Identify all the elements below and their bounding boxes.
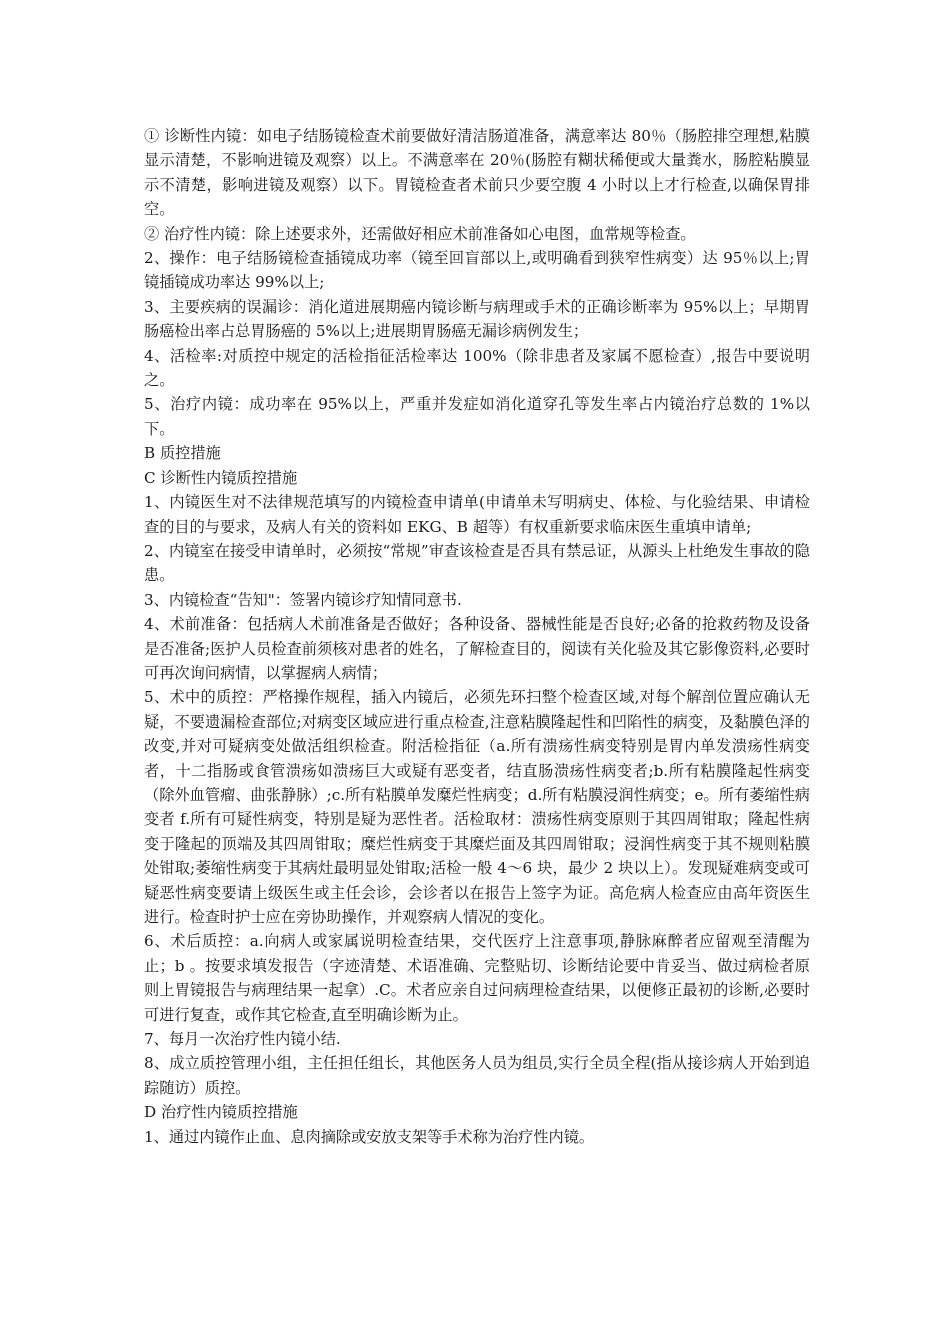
heading-therapeutic-measures: D 治疗性内镜质控措施 bbox=[144, 1103, 298, 1122]
paragraph-contraindication-review: 2、内镜室在接受申请单时，必须按“常规”审查该检查是否具有禁忌证，从源头上杜绝发生事故的隐患。 bbox=[144, 541, 810, 585]
paragraph-treatment-endoscopy: 5、治疗内镜：成功率在 95%以上，严重并发症如消化道穿孔等发生率占内镜治疗总数的 1%以下。 bbox=[144, 395, 810, 438]
paragraph-postoperative-qc: 6、术后质控：a.向病人或家属说明检查结果，交代医疗上注意事项,静脉麻醉者应留观至清醒为止；b 。按要求填发报告（字迹清楚、术语准确、完整贴切、诊断结论要中肯妥当、做过病检者原则上胃镜报告与病理结果一起拿）.C。术者应亲自过问病理检查结果，以便修正最初的诊断,必要时可进行复查，或作其它检查,直至明确诊断为止。 bbox=[144, 932, 810, 1024]
paragraph-qc-team: 8、成立质控管理小组，主任担任组长，其他医务人员为组员,实行全员全程(指从接诊病人开始到追踪随访）质控。 bbox=[144, 1054, 810, 1097]
paragraph-intraoperative-qc: 5、术中的质控：严格操作规程，插入内镜后，必须先环扫整个检查区域,对每个解剖位置应确认无疑，不要遗漏检查部位;对病变区域应进行重点检查,注意粘膜隆起性和凹陷性的病变，及黏膜色泽的改变,并对可疑病变处做活组织检查。附活检指征（a.所有溃疡性病变特别是胃内单发溃疡性病变者，十二指肠或食管溃疡如溃疡巨大或疑有恶变者，结直肠溃疡性病变者;b.所有粘膜隆起性病变（除外血管瘤、曲张静脉）;c.所有粘膜单发糜烂性病变；d.所有粘膜浸润性病变；e。所有萎缩性病变者 f.所有可疑性病变，特别是疑为恶性者。活检取材：溃疡性病变原则于其四周钳取；隆起性病变于隆起的顶端及其四周钳取；糜烂性病变于其糜烂面及其四周钳取；浸润性病变于其不规则粘膜处钳取;萎缩性病变于其病灶最明显处钳取;活检一般 4～6 块，最少 2 块以上）。发现疑难病变或可疑恶性病变要请上级医生或主任会诊，会诊者以在报告上签字为证。高危病人检查应由高年资医生进行。检查时护士应在旁协助操作，并观察病人情况的变化。 bbox=[144, 688, 810, 926]
paragraph-preoperative-prep: 4、术前准备：包括病人术前准备是否做好；各种设备、器械性能是否良好;必备的抢救药物及设备是否准备;医护人员检查前须核对患者的姓名，了解检查目的，阅读有关化验及其它影像资料,必要时可再次询问病情，以掌握病人病情； bbox=[144, 615, 810, 682]
paragraph-informed-consent: 3、内镜检查“告知"：签署内镜诊疗知情同意书. bbox=[144, 590, 462, 609]
paragraph-diagnostic-endoscopy: ① 诊断性内镜：如电子结肠镜检查术前要做好清洁肠道准备，满意率达 80％（肠腔排空理想,粘膜显示清楚，不影响进镜及观察）以上。不满意率在 20％(肠腔有糊状稀便或大量粪水，肠腔粘膜显示不清楚，影响进镜及观察）以下。胃镜检查者术前只少要空腹 4 小时以上才行检查,以确保胃排空。 bbox=[144, 127, 810, 219]
paragraph-monthly-summary: 7、每月一次治疗性内镜小结. bbox=[144, 1030, 341, 1049]
paragraph-therapeutic-definition: 1、通过内镜作止血、息肉摘除或安放支架等手术称为治疗性内镜。 bbox=[144, 1127, 595, 1146]
paragraph-therapeutic-endoscopy: ② 治疗性内镜：除上述要求外，还需做好相应术前准备如心电图，血常规等检查。 bbox=[144, 224, 696, 243]
document-body bbox=[144, 124, 810, 1149]
heading-diagnostic-measures: C 诊断性内镜质控措施 bbox=[144, 468, 298, 487]
paragraph-misdiagnosis: 3、主要疾病的误漏诊：消化道进展期癌内镜诊断与病理或手术的正确诊断率为 95%以上；早期胃肠癌检出率占总胃肠癌的 5%以上;进展期胃肠癌无漏诊病例发生； bbox=[144, 297, 810, 341]
paragraph-application-form: 1、内镜医生对不法律规范填写的内镜检查申请单(申请单未写明病史、体检、与化验结果、申请检查的目的与要求，及病人有关的资料如 EKG、B 超等）有权重新要求临床医生重填申请单; bbox=[144, 493, 810, 536]
heading-quality-measures: B 质控措施 bbox=[144, 444, 221, 463]
paragraph-biopsy-rate: 4、活检率:对质控中规定的活检指征活检率达 100%（除非患者及家属不愿检查）,报告中要说明之。 bbox=[144, 346, 810, 390]
paragraph-operation: 2、操作：电子结肠镜检查插镜成功率（镜至回盲部以上,或明确看到狭窄性病变）达 95％以上;胃镜插镜成功率达 99%以上; bbox=[144, 249, 810, 292]
